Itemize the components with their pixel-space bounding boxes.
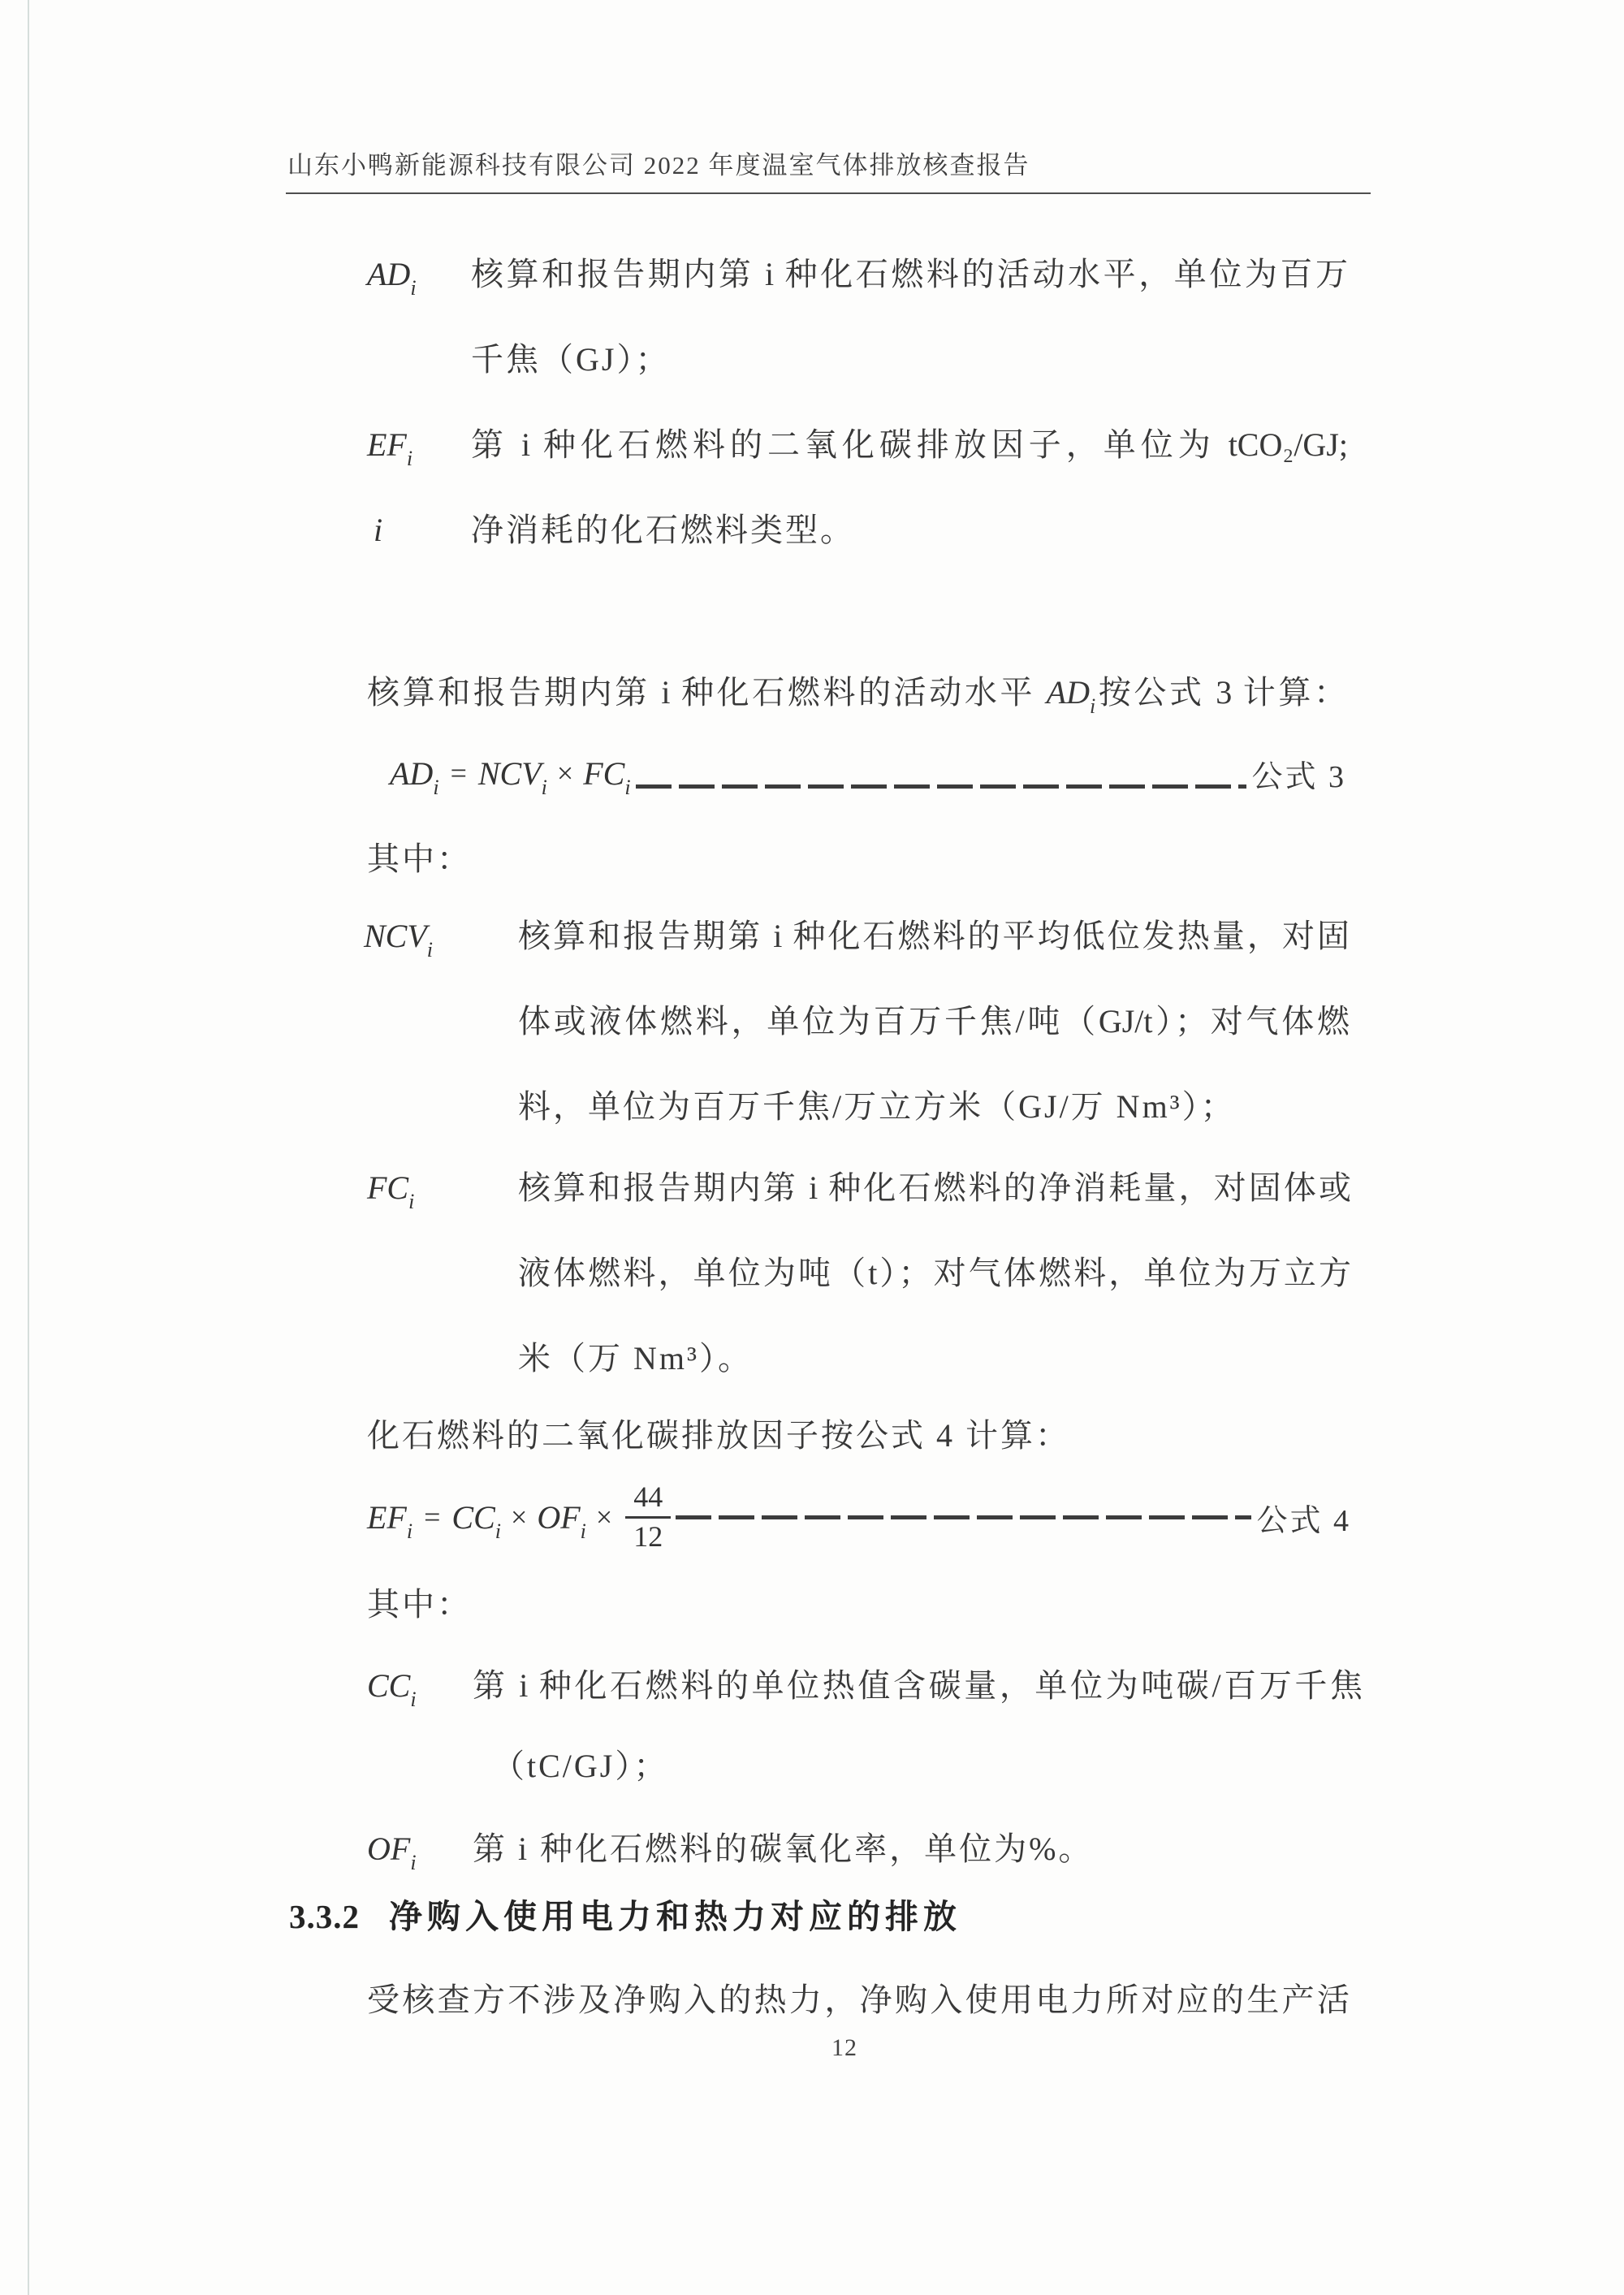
section-heading-3-3-2 xyxy=(289,1895,961,1938)
formula-3-leader xyxy=(636,784,1247,789)
page-number: 12 xyxy=(831,2034,857,2061)
formula-4-leader xyxy=(676,1515,1251,1519)
definition-ncvi-line2: 体或液体燃料，单位为百万千焦/吨（GJ/t）；对气体燃 xyxy=(518,1003,1350,1039)
paragraph-formula4-intro: 化石燃料的二氧化碳排放因子按公式 4 计算： xyxy=(367,1417,1070,1454)
definition-ncvi-line3: 料，单位为百万千焦/万立方米（GJ/万 Nm³）； xyxy=(518,1088,1236,1125)
formula-4 xyxy=(367,1460,1351,1574)
term-ncvi: $NCV_i$ xyxy=(364,918,434,962)
scan-edge-artifact xyxy=(28,0,29,2295)
inline-var-adi: $AD_i$ xyxy=(1046,674,1096,718)
definition-cci-line2: （tC/GJ）； xyxy=(492,1748,669,1784)
paragraph-where-1: 其中： xyxy=(367,841,472,877)
definition-efi-line1: 第 i 种化石燃料的二氧化碳排放因子，单位为 tCO₂/GJ; xyxy=(471,426,1348,463)
definition-adi-line1: 核算和报告期内第 i 种化石燃料的活动水平，单位为百万 xyxy=(471,256,1348,292)
paragraph-formula3-intro: 核算和报告期内第 i 种化石燃料的活动水平 $AD_i$按公式 3 计算： xyxy=(367,672,1346,714)
definition-ncvi-line1: 核算和报告期第 i 种化石燃料的平均低位发热量，对固 xyxy=(518,918,1350,954)
term-fci: $FC_i$ xyxy=(367,1169,415,1213)
definition-cci-line1: 第 i 种化石燃料的单位热值含碳量，单位为吨碳/百万千焦 xyxy=(473,1667,1363,1704)
term-efi: $EF_i$ xyxy=(367,426,413,470)
formula-4-label: 公式 4 xyxy=(1256,1503,1351,1538)
formula-3 xyxy=(390,744,1346,802)
term-cci: $CC_i$ xyxy=(367,1667,417,1711)
header-title: 山东小鸭新能源科技有限公司 2022 年度温室气体排放核查报告 xyxy=(287,151,1030,179)
header-rule xyxy=(286,192,1371,194)
section-title: 净购入使用电力和热力对应的排放 xyxy=(389,1898,961,1935)
definition-fci-line2: 液体燃料，单位为吨（t）；对气体燃料，单位为万立方 xyxy=(518,1255,1351,1291)
section-number: 3.3.2 xyxy=(289,1898,360,1935)
term-i: i xyxy=(374,512,383,548)
definition-fci-line1: 核算和报告期内第 i 种化石燃料的净消耗量，对固体或 xyxy=(518,1169,1351,1206)
term-adi: $AD_i$ xyxy=(367,256,417,300)
definition-ofi-line1: 第 i 种化石燃料的碳氧化率，单位为%。 xyxy=(473,1830,1094,1867)
definition-adi-line2: 千焦（GJ）； xyxy=(471,341,671,378)
paragraph-where-2: 其中： xyxy=(367,1586,472,1623)
definition-i-line1: 净消耗的化石燃料类型。 xyxy=(471,512,855,548)
formula-4-expression: $EF_i$ = $CC_i$ × $OF_i$ × $\frac{44}{12}$ xyxy=(367,1481,671,1553)
term-ofi: $OF_i$ xyxy=(367,1830,417,1874)
paragraph-closing: 受核查方不涉及净购入的热力，净购入使用电力所对应的生产活 xyxy=(367,1982,1350,2018)
definition-fci-line3: 米（万 Nm³）。 xyxy=(518,1340,753,1377)
formula-3-label: 公式 3 xyxy=(1251,759,1346,794)
formula-3-expression: $AD_i$ = $NCV_i$ × $FC_i$ xyxy=(390,754,631,799)
fraction-44-12: $\frac{44}{12}$ xyxy=(625,1481,671,1553)
